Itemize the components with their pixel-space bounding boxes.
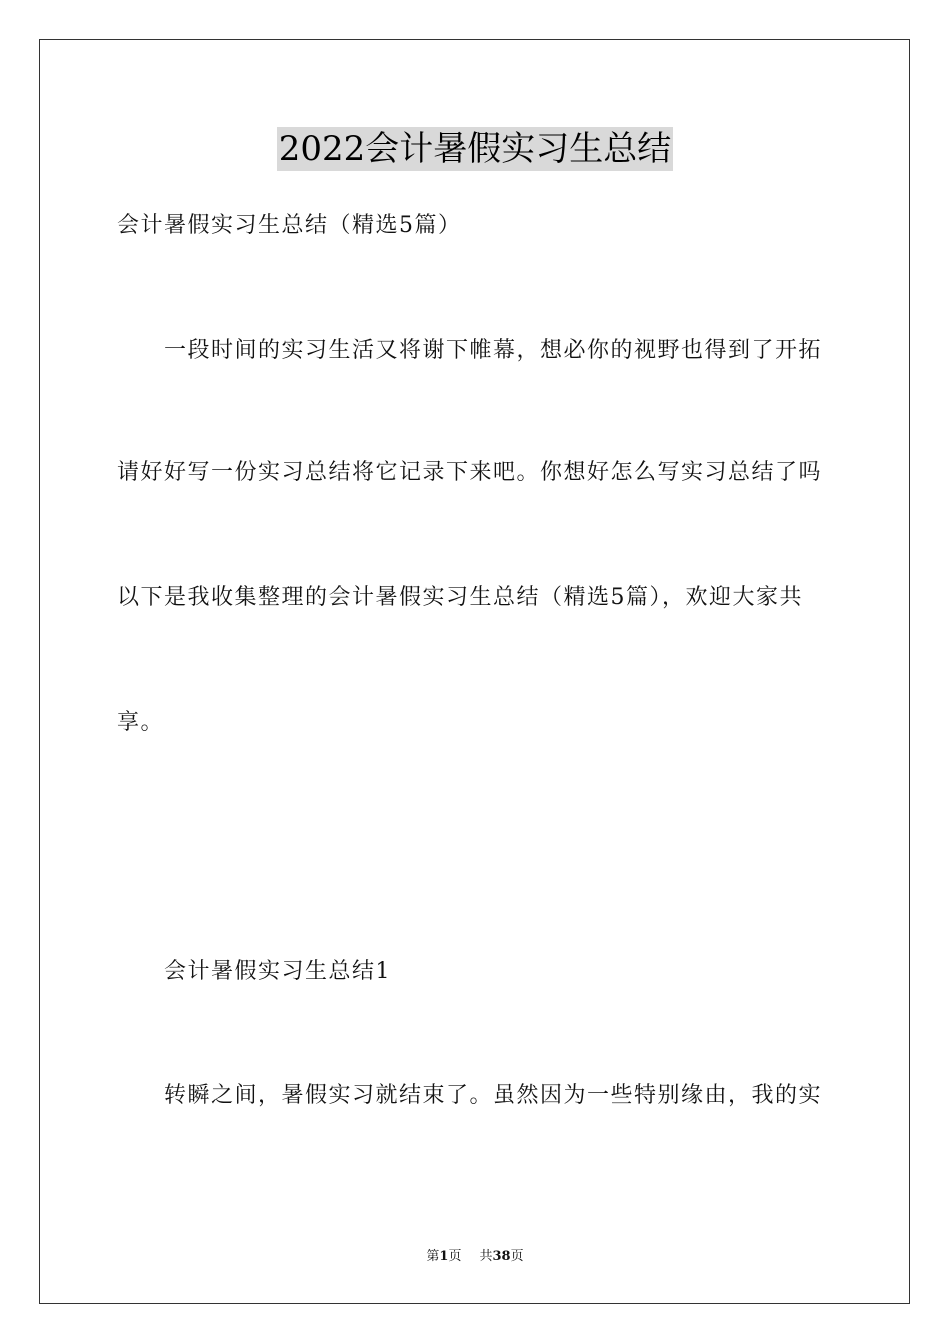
paragraph-line: 享。 bbox=[117, 710, 165, 735]
footer-page-suffix: 页 bbox=[448, 1249, 462, 1264]
paragraph-line: 以下是我收集整理的会计暑假实习生总结（精选5篇），欢迎大家共 bbox=[117, 585, 803, 610]
paragraph-line: 一段时间的实习生活又将谢下帷幕，想必你的视野也得到了开拓 bbox=[164, 338, 823, 363]
footer-total-prefix: 共 bbox=[479, 1249, 493, 1264]
subtitle-line: 会计暑假实习生总结（精选5篇） bbox=[117, 213, 462, 238]
document-title: 2022会计暑假实习生总结 bbox=[278, 129, 672, 169]
paragraph-line: 转瞬之间，暑假实习就结束了。虽然因为一些特别缘由，我的实 bbox=[164, 1083, 823, 1108]
section-heading: 会计暑假实习生总结1 bbox=[164, 959, 391, 984]
footer-total-suffix: 页 bbox=[510, 1249, 524, 1264]
footer-page-prefix: 第 bbox=[426, 1249, 440, 1264]
footer-page-number: 1 bbox=[439, 1249, 449, 1264]
footer-total-pages: 38 bbox=[492, 1249, 511, 1264]
page-footer bbox=[0, 1248, 950, 1266]
paragraph-line: 请好好写一份实习总结将它记录下来吧。你想好怎么写实习总结了吗 bbox=[117, 460, 823, 485]
title-container bbox=[0, 127, 950, 171]
